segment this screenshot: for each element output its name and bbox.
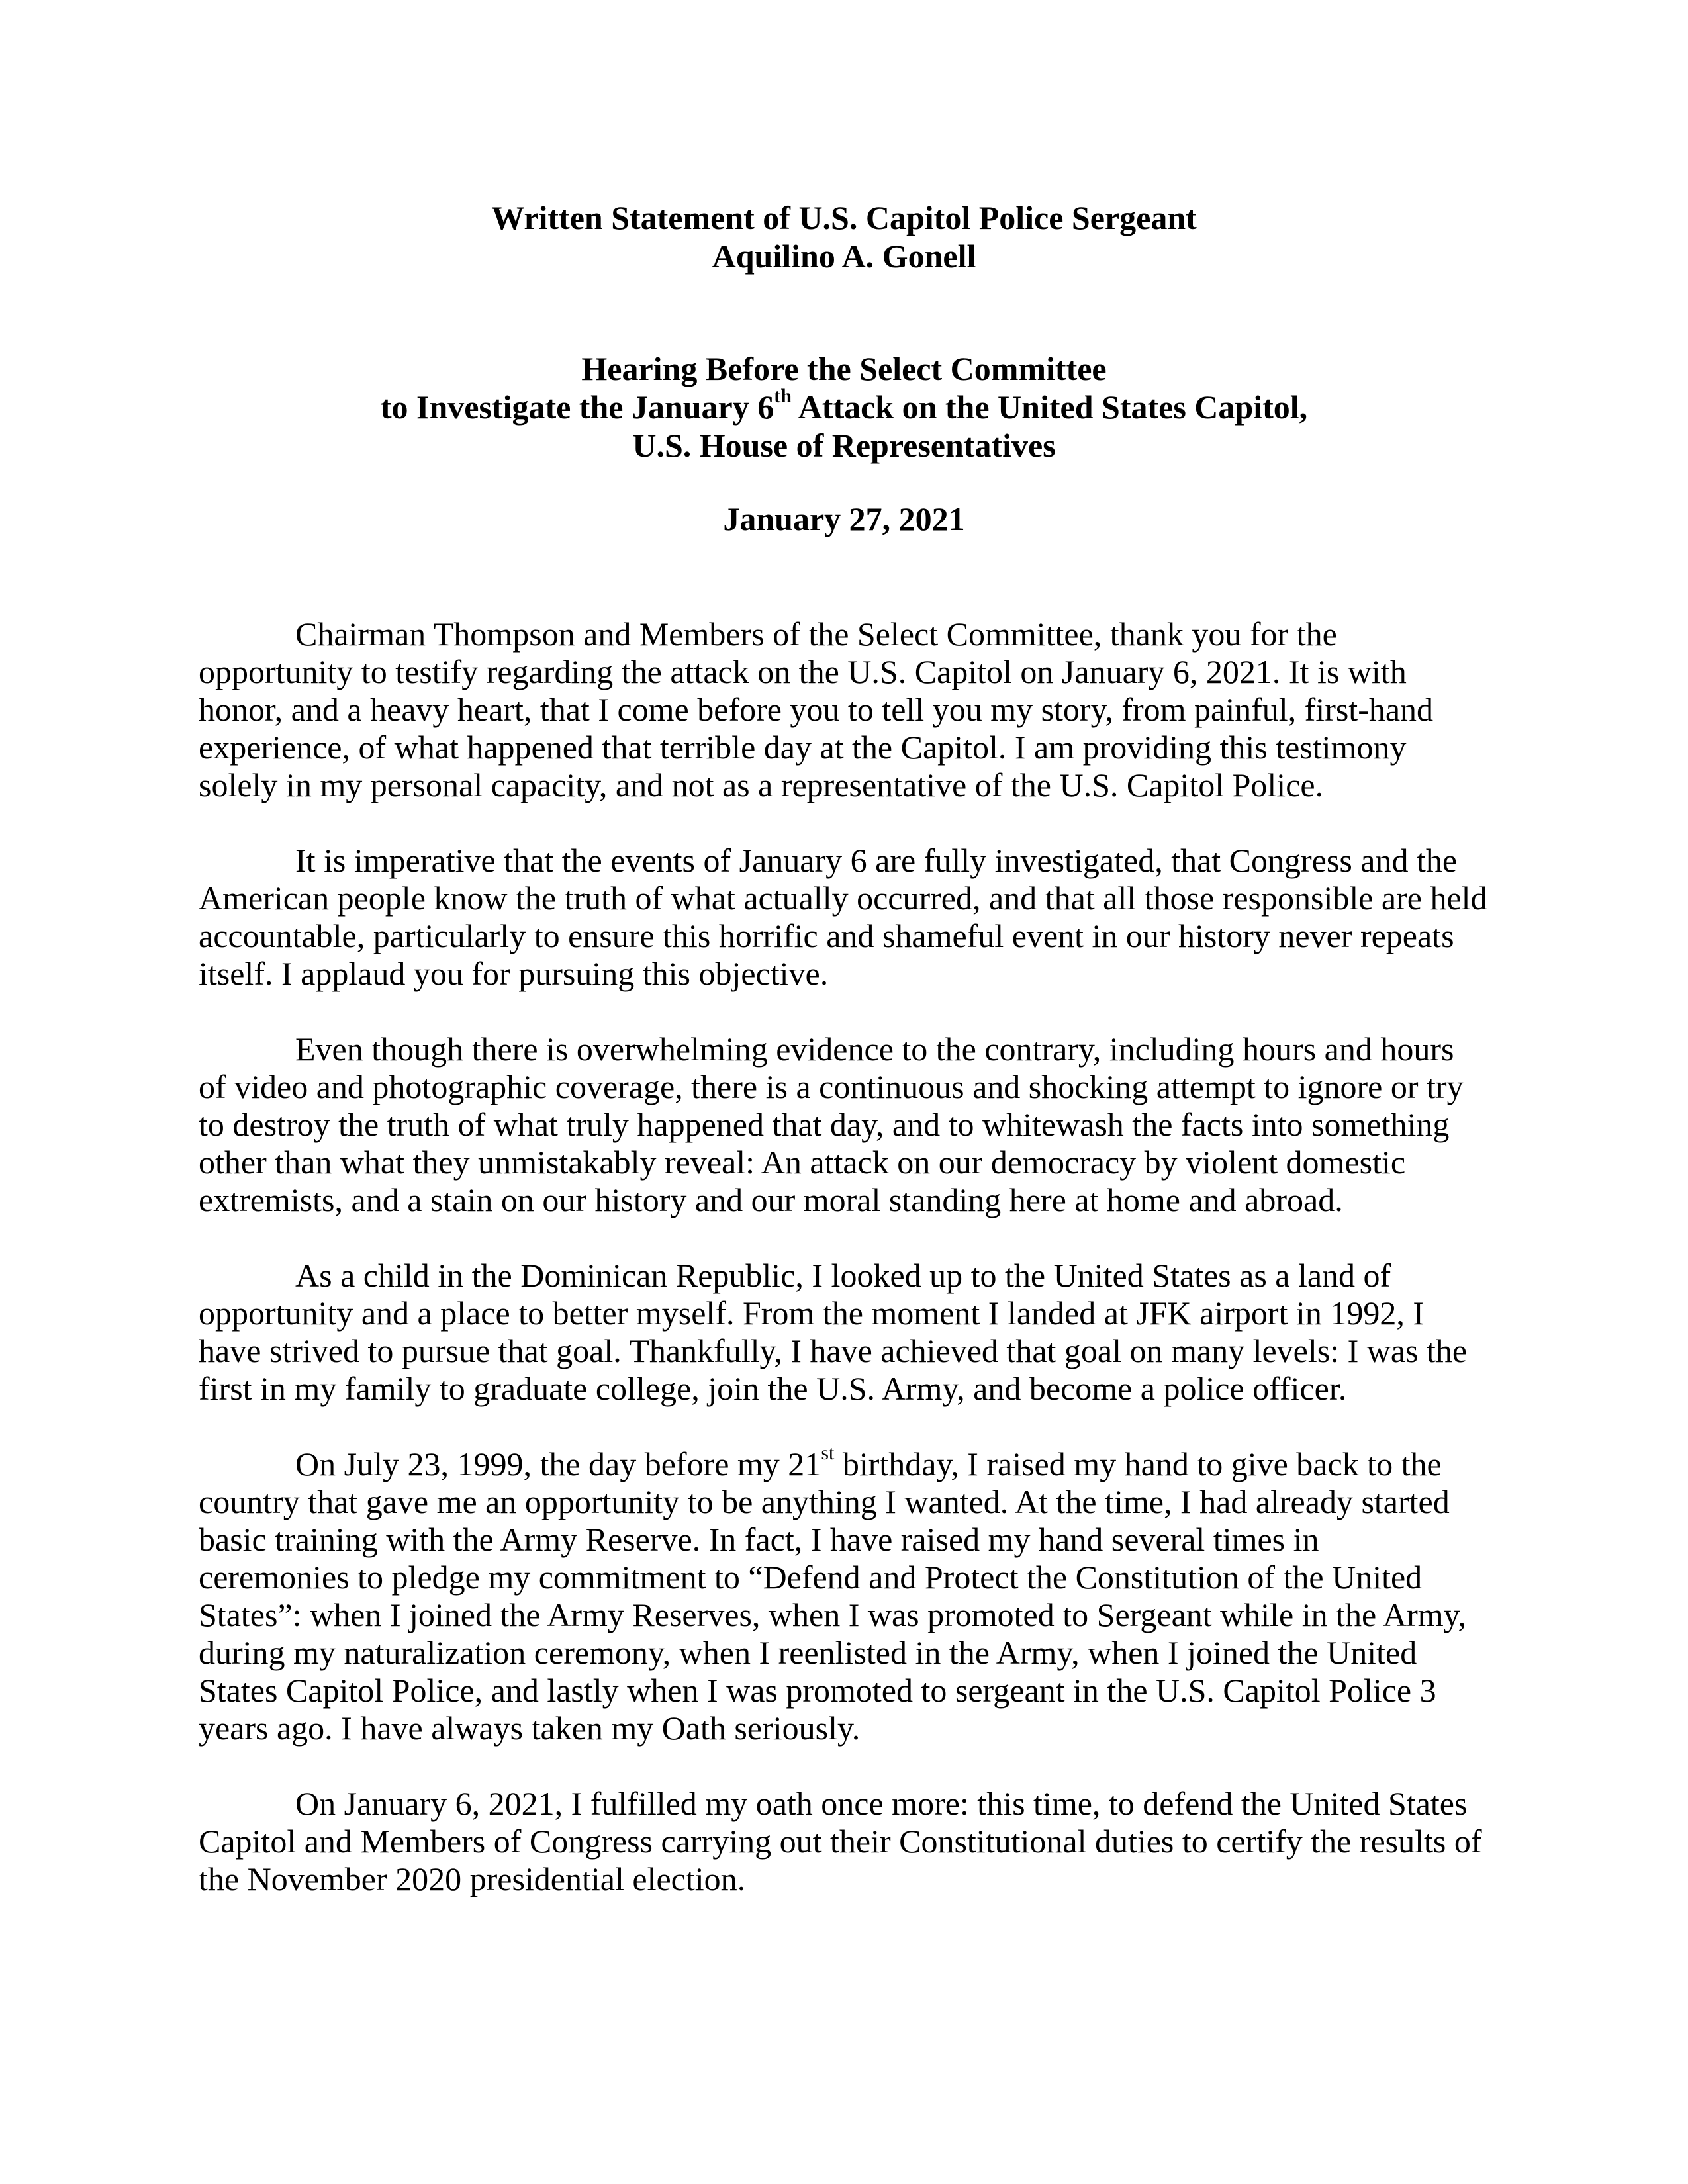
hearing-line-2-superscript: th	[774, 385, 792, 408]
paragraph-line: States Capitol Police, and lastly when I was promoted to sergeant in the U.S. Capitol Police 3	[199, 1672, 1436, 1709]
paragraph-line	[199, 1442, 1483, 1483]
paragraph-1	[199, 615, 1483, 804]
paragraph-line: years ago. I have always taken my Oath seriously.	[199, 1709, 861, 1747]
paragraph-line: accountable, particularly to ensure this horrific and shameful event in our history never repeats	[199, 917, 1454, 954]
paragraph-line: to destroy the truth of what truly happened that day, and to whitewash the facts into something	[199, 1106, 1450, 1143]
paragraph-4	[199, 1257, 1483, 1408]
paragraph-line: experience, of what happened that terrible day at the Capitol. I am providing this testimony	[199, 729, 1407, 766]
paragraph-line: Chairman Thompson and Members of the Select Committee, thank you for the	[295, 615, 1337, 653]
paragraph-line: It is imperative that the events of January 6 are fully investigated, that Congress and the	[295, 842, 1458, 879]
paragraph-line: American people know the truth of what actually occurred, and that all those responsible are held	[199, 880, 1487, 917]
paragraph-line: Capitol and Members of Congress carrying out their Constitutional duties to certify the results of	[199, 1823, 1482, 1860]
paragraph-line: opportunity to testify regarding the attack on the U.S. Capitol on January 6, 2021. It is with	[199, 653, 1407, 690]
statement-body	[199, 615, 1487, 1936]
paragraph-line: have strived to pursue that goal. Thankfully, I have achieved that goal on many levels: I was the	[199, 1332, 1468, 1369]
paragraph-line: the November 2020 presidential election.	[199, 1860, 746, 1897]
date-line: January 27, 2021	[723, 500, 965, 537]
title-line-2: Aquilino A. Gonell	[712, 238, 976, 275]
paragraph-line: Even though there is overwhelming evidence to the contrary, including hours and hours	[295, 1030, 1454, 1068]
hearing-line-2	[0, 385, 1688, 426]
paragraph-2	[199, 842, 1487, 993]
paragraph-line: honor, and a heavy heart, that I come before you to tell you my story, from painful, first-hand	[199, 691, 1434, 728]
paragraph-line: solely in my personal capacity, and not as a representative of the U.S. Capitol Police.	[199, 766, 1324, 803]
ordinal-superscript: st	[821, 1442, 835, 1465]
hearing-line-3: U.S. House of Representatives	[632, 427, 1056, 464]
paragraph-6	[199, 1785, 1483, 1898]
paragraph-line: itself. I applaud you for pursuing this objective.	[199, 955, 829, 992]
paragraph-line: opportunity and a place to better myself. From the moment I landed at JFK airport in 1992, I	[199, 1295, 1424, 1332]
hearing-date	[0, 500, 1688, 538]
hearing-line-1: Hearing Before the Select Committee	[581, 350, 1107, 387]
paragraph-line: first in my family to graduate college, join the U.S. Army, and become a police officer.	[199, 1370, 1347, 1407]
paragraph-3	[199, 1030, 1483, 1219]
paragraph-line: On January 6, 2021, I fulfilled my oath once more: this time, to defend the United States	[295, 1785, 1468, 1822]
paragraph-line: extremists, and a stain on our history and our moral standing here at home and abroad.	[199, 1181, 1343, 1218]
hearing-line-2-post: Attack on the United States Capitol,	[791, 388, 1308, 426]
statement-title	[0, 199, 1688, 275]
hearing-line-2-pre: to Investigate the January 6	[380, 388, 774, 426]
paragraph-5-first-pre: On July 23, 1999, the day before my 21	[295, 1445, 821, 1482]
title-line-1: Written Statement of U.S. Capitol Police Sergeant	[491, 199, 1197, 236]
paragraph-line: As a child in the Dominican Republic, I looked up to the United States as a land of	[295, 1257, 1391, 1294]
paragraph-5-first-post: birthday, I raised my hand to give back to the	[834, 1445, 1442, 1482]
paragraph-line: ceremonies to pledge my commitment to “Defend and Protect the Constitution of the United	[199, 1559, 1423, 1596]
paragraph-line: country that gave me an opportunity to be anything I wanted. At the time, I had already started	[199, 1483, 1450, 1520]
hearing-heading	[0, 349, 1688, 465]
paragraph-line: basic training with the Army Reserve. In fact, I have raised my hand several times in	[199, 1521, 1319, 1558]
paragraph-line: States”: when I joined the Army Reserves, when I was promoted to Sergeant while in the Army,	[199, 1596, 1466, 1633]
paragraph-line: of video and photographic coverage, there is a continuous and shocking attempt to ignore or try	[199, 1068, 1464, 1105]
paragraph-line: other than what they unmistakably reveal: An attack on our democracy by violent domestic	[199, 1144, 1406, 1181]
paragraph-line: during my naturalization ceremony, when I reenlisted in the Army, when I joined the United	[199, 1634, 1417, 1671]
paragraph-5	[199, 1442, 1483, 1747]
